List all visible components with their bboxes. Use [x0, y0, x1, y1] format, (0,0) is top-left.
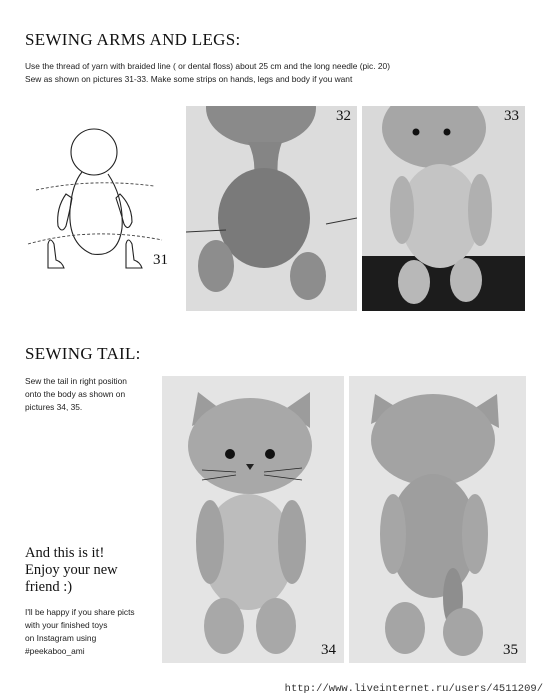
- closing-line-2: Enjoy your new: [25, 562, 118, 578]
- instruction-line-1: Use the thread of yarn with braided line ( or dental floss) about 25 cm and the long needle (pic. 20): [25, 61, 390, 71]
- finished-cat-front-photo: [162, 376, 344, 663]
- figure-number-31: 31: [153, 252, 168, 268]
- figure-number-33: 33: [504, 108, 519, 124]
- photo-34: [162, 376, 344, 663]
- closing-line-1: And this is it!: [25, 545, 105, 561]
- tail-instruction-line-3: pictures 34, 35.: [25, 402, 83, 412]
- amigurumi-front-photo: [362, 106, 525, 311]
- note-line-4: #peekaboo_ami: [25, 646, 85, 656]
- photo-35: [349, 376, 526, 663]
- figure-number-32: 32: [336, 108, 351, 124]
- closing-line-3: friend :): [25, 579, 73, 595]
- instruction-line-2: Sew as shown on pictures 31-33. Make some strips on hands, legs and body if you want: [25, 74, 353, 84]
- amigurumi-back-photo: [186, 106, 357, 311]
- figure-number-35: 35: [503, 642, 518, 658]
- photo-33: [362, 106, 525, 311]
- source-url: http://www.liveinternet.ru/users/4511209/: [284, 683, 543, 695]
- note-line-3: on Instagram using: [25, 633, 97, 643]
- tail-instruction-line-1: Sew the tail in right position: [25, 376, 127, 386]
- note-line-2: with your finished toys: [25, 620, 108, 630]
- photo-32: [186, 106, 357, 311]
- heading-sewing-tail: SEWING TAIL:: [25, 344, 141, 363]
- finished-cat-back-photo: [349, 376, 526, 663]
- heading-sewing-arms-legs: SEWING ARMS AND LEGS:: [25, 30, 241, 49]
- tail-instruction-line-2: onto the body as shown on: [25, 389, 126, 399]
- figure-number-34: 34: [321, 642, 336, 658]
- note-line-1: I'll be happy if you share picts: [25, 607, 135, 617]
